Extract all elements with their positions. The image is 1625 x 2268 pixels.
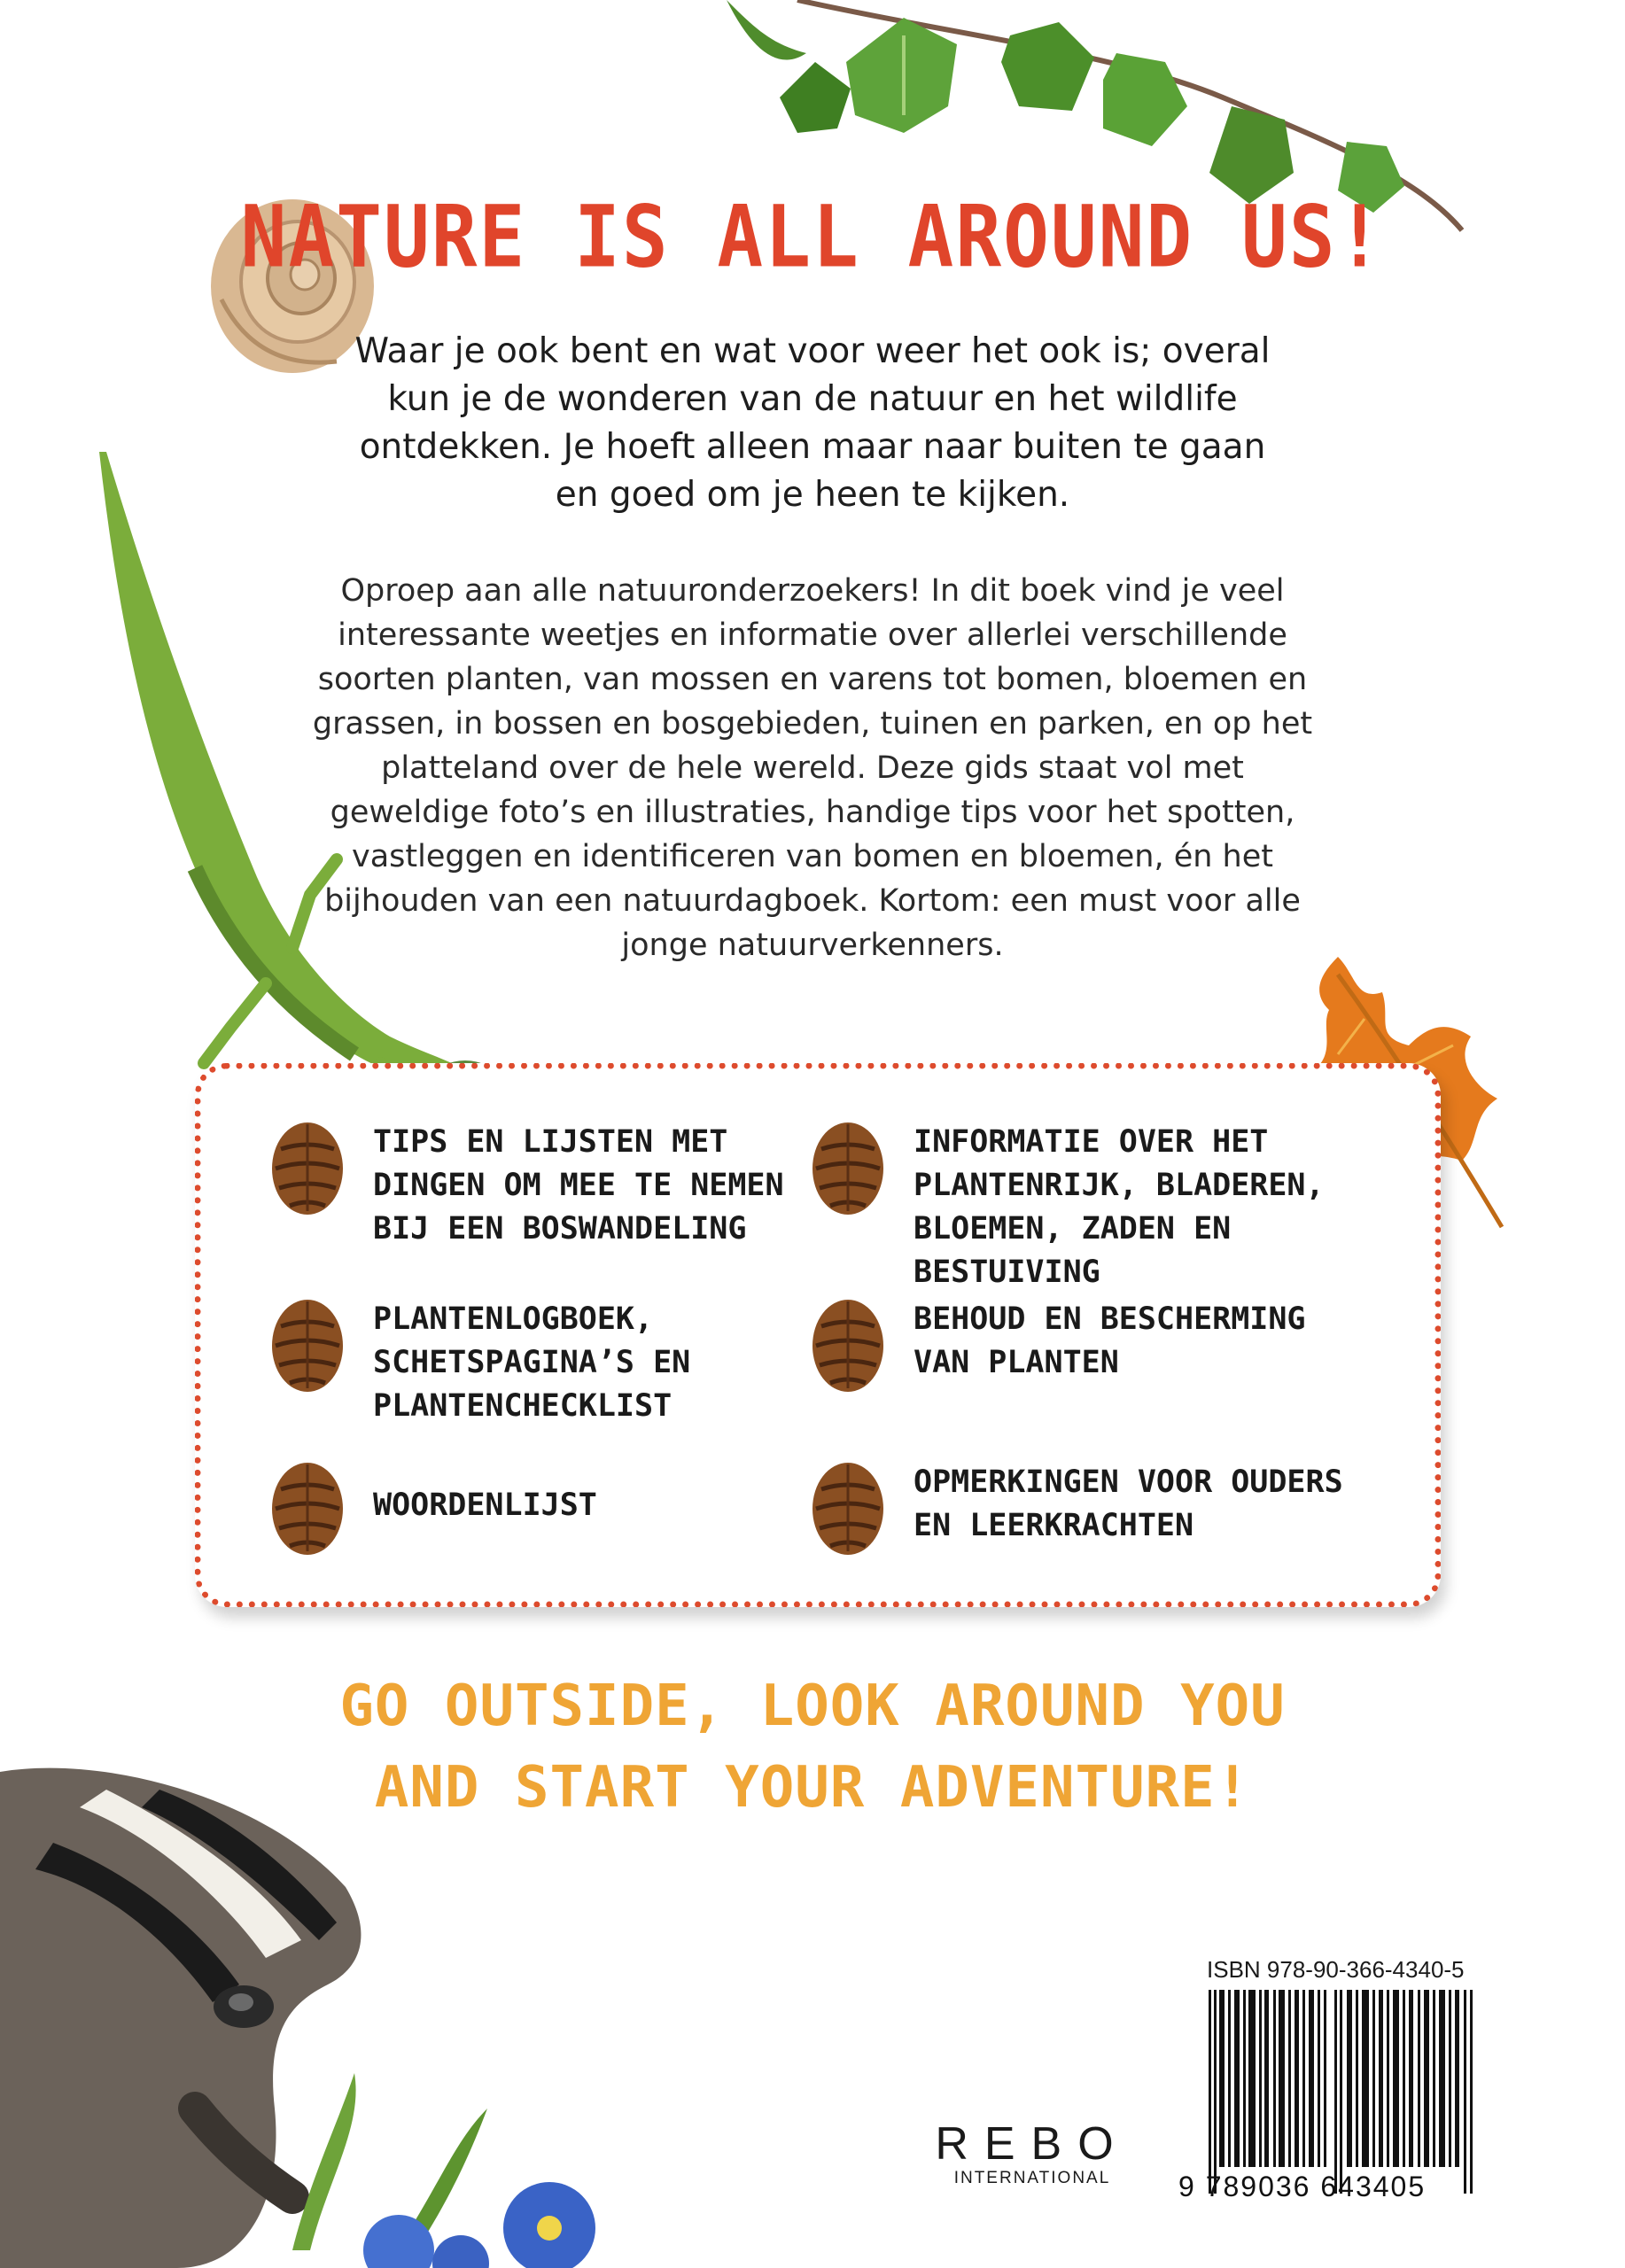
pine-cone-icon	[804, 1454, 892, 1558]
pine-cone-icon	[804, 1291, 892, 1395]
publisher-logo-subtitle: INTERNATIONAL	[953, 2169, 1111, 2187]
pine-cone-icon	[263, 1114, 352, 1218]
feature-item	[804, 1461, 1343, 1558]
page-title: NATURE IS ALL AROUND US!	[240, 188, 1385, 287]
publisher-logo: REBO	[935, 2118, 1130, 2170]
feature-text: INFORMATIE OVER HET PLANTENRIJK, BLADEREN, BLOEMEN, ZADEN EN BESTUIVING	[914, 1124, 1325, 1290]
feature-text: WOORDENLIJST	[373, 1487, 597, 1523]
barcode-image	[1205, 1990, 1476, 2194]
feature-text: BEHOUD EN BESCHERMING VAN PLANTEN	[914, 1301, 1306, 1380]
feature-item	[263, 1298, 690, 1428]
feature-item	[804, 1121, 1435, 1294]
feature-text: OPMERKINGEN VOOR OUDERS EN LEERKRACHTEN	[914, 1464, 1343, 1543]
feature-text: PLANTENLOGBOEK, SCHETSPAGINA’S EN PLANTENCHECKLIST	[373, 1301, 691, 1424]
intro-paragraph: Waar je ook bent en wat voor weer het ook is; overal kun je de wonderen van de natuur en het wildlife ontdekken. Je hoeft alleen maar naar buiten te gaan en goed om je heen te kijken.	[354, 331, 1271, 515]
blue-flowers-image	[257, 2073, 647, 2268]
pine-cone-icon	[804, 1114, 892, 1218]
features-box	[195, 1063, 1441, 1607]
feature-text: TIPS EN LIJSTEN MET DINGEN OM MEE TE NEMEN BIJ EEN BOSWANDELING	[373, 1124, 784, 1247]
pine-cone-icon	[263, 1291, 352, 1395]
description-paragraph: Oproep aan alle natuuronderzoekers! In dit boek vind je veel interessante weetjes en informatie over allerlei verschillende soorten planten, van mossen en varens tot bomen, bloemen en grassen, in bossen en bosgebieden, tuinen en parken, en op het platteland over de hele wereld. Deze gids staat vol met geweldige foto’s en illustraties, handige tips voor het spotten, vastleggen en identificeren van bomen en bloemen, én het bijhouden van een natuurdagboek. Kortom: een must voor alle jonge natuurverkenners.	[312, 573, 1313, 963]
barcode-digits: 9 789036 643405	[1178, 2171, 1427, 2202]
isbn-text: ISBN 978-90-366-4340-5	[1207, 1956, 1465, 1983]
pine-cone-icon	[263, 1454, 352, 1558]
feature-item	[263, 1121, 784, 1251]
tagline: GO OUTSIDE, LOOK AROUND YOU AND START YOUR ADVENTURE!	[339, 1674, 1286, 1821]
feature-item	[804, 1298, 1306, 1395]
feature-item	[263, 1461, 597, 1558]
